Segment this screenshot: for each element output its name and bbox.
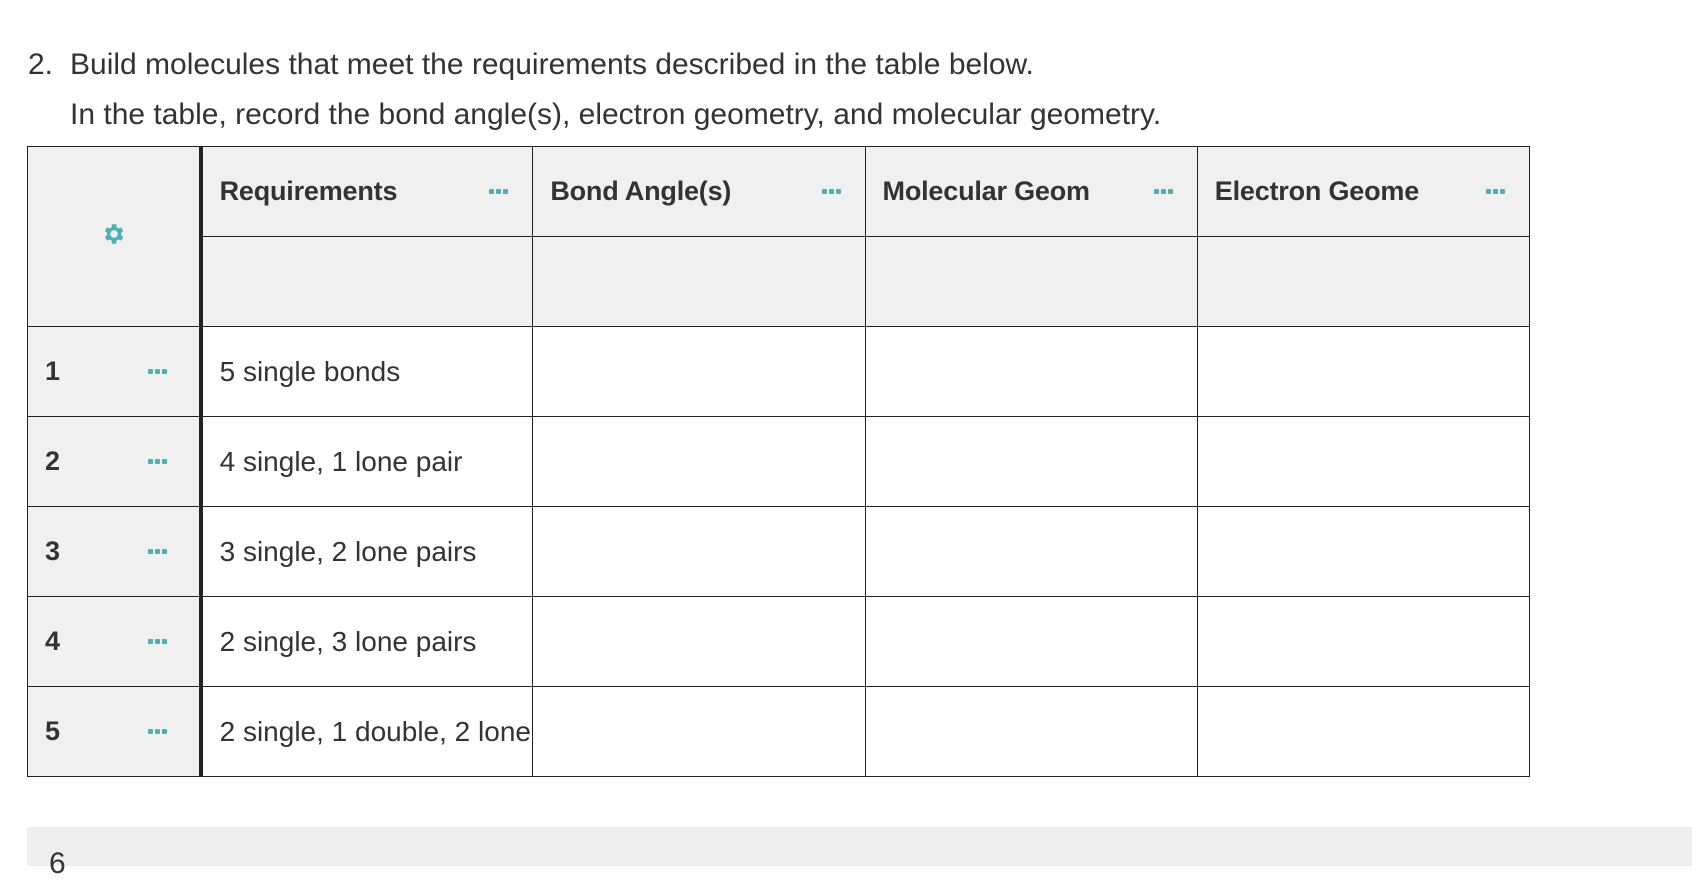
gear-icon[interactable] <box>100 221 126 252</box>
row-menu-icon[interactable] <box>148 639 167 644</box>
requirement-text: 2 single, 3 lone pairs <box>219 625 477 657</box>
column-menu-icon[interactable] <box>1154 189 1173 194</box>
next-question-number: 6 <box>49 847 66 880</box>
column-label: Bond Angle(s) <box>550 176 732 206</box>
row-header <box>28 417 201 507</box>
requirement-cell[interactable] <box>201 327 533 417</box>
requirement-text: 2 single, 1 double, 2 lone <box>219 715 531 747</box>
column-menu-icon[interactable] <box>822 189 841 194</box>
row-header <box>28 507 201 597</box>
column-label: Molecular Geom <box>882 176 1090 206</box>
bond-angle-cell[interactable] <box>533 417 865 507</box>
column-subheader-cell[interactable] <box>865 237 1197 327</box>
molecular-geometry-cell[interactable] <box>865 417 1197 507</box>
table-row <box>28 597 1530 687</box>
molecular-geometry-cell[interactable] <box>865 327 1197 417</box>
row-menu-icon[interactable] <box>148 459 167 464</box>
table-row <box>28 687 1530 777</box>
electron-geometry-cell[interactable] <box>1197 687 1529 777</box>
molecular-geometry-cell[interactable] <box>865 687 1197 777</box>
row-number: 2 <box>45 446 61 476</box>
bond-angle-cell[interactable] <box>533 687 865 777</box>
requirement-cell[interactable] <box>201 507 533 597</box>
row-number: 1 <box>45 356 61 386</box>
electron-geometry-cell[interactable] <box>1197 507 1529 597</box>
bond-angle-cell[interactable] <box>533 507 865 597</box>
molecule-table <box>27 146 1530 777</box>
column-label: Electron Geome <box>1214 176 1420 206</box>
question-line-1: Build molecules that meet the requirements described in the table below. <box>70 48 1034 81</box>
table-row <box>28 327 1530 417</box>
column-subheader-cell[interactable] <box>533 237 865 327</box>
row-header <box>28 687 201 777</box>
requirement-text: 3 single, 2 lone pairs <box>219 535 477 567</box>
row-number: 5 <box>45 716 61 746</box>
requirement-cell[interactable] <box>201 417 533 507</box>
column-label: Requirements <box>219 176 398 206</box>
electron-geometry-cell[interactable] <box>1197 597 1529 687</box>
row-header <box>28 327 201 417</box>
next-question-panel <box>27 827 1692 880</box>
row-number: 4 <box>45 626 61 656</box>
electron-geometry-cell[interactable] <box>1197 327 1529 417</box>
column-subheader-cell[interactable] <box>1197 237 1529 327</box>
requirement-cell[interactable] <box>201 687 533 777</box>
column-header-electron-geometry <box>1197 147 1529 237</box>
molecular-geometry-cell[interactable] <box>865 507 1197 597</box>
question-prompt <box>28 40 1161 140</box>
column-menu-icon[interactable] <box>489 189 508 194</box>
column-header-bond-angles <box>533 147 865 237</box>
row-menu-icon[interactable] <box>148 729 167 734</box>
electron-geometry-cell[interactable] <box>1197 417 1529 507</box>
bond-angle-cell[interactable] <box>533 327 865 417</box>
column-menu-icon[interactable] <box>1486 189 1505 194</box>
row-menu-icon[interactable] <box>148 369 167 374</box>
requirement-text: 5 single bonds <box>219 355 401 387</box>
bond-angle-cell[interactable] <box>533 597 865 687</box>
table-row <box>28 417 1530 507</box>
table-row <box>28 507 1530 597</box>
column-header-requirements <box>201 147 533 237</box>
requirement-text: 4 single, 1 lone pair <box>219 445 463 477</box>
requirement-cell[interactable] <box>201 597 533 687</box>
row-header <box>28 597 201 687</box>
column-subheader-cell[interactable] <box>201 237 533 327</box>
row-number: 3 <box>45 536 61 566</box>
question-number: 2. <box>28 48 54 81</box>
row-menu-icon[interactable] <box>148 549 167 554</box>
table-corner <box>28 147 201 327</box>
column-header-molecular-geometry <box>865 147 1197 237</box>
molecular-geometry-cell[interactable] <box>865 597 1197 687</box>
question-line-2: In the table, record the bond angle(s), electron geometry, and molecular geometry. <box>70 98 1162 131</box>
